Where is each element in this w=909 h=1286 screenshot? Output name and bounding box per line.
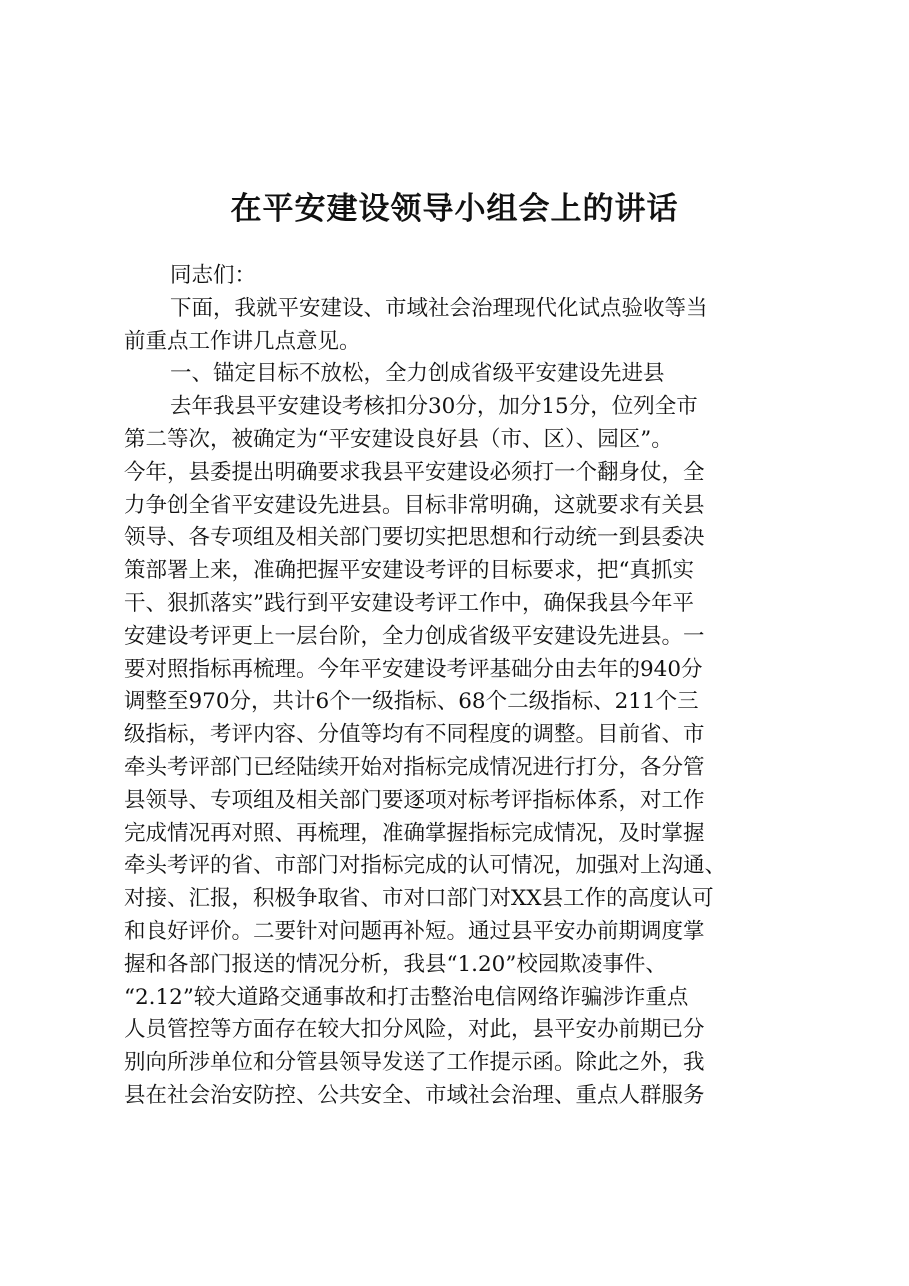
text-line: 县领导、专项组及相关部门要逐项对标考评指标体系，对工作 (124, 787, 705, 813)
text-line: 干、狠抓落实”践行到平安建设考评工作中，确保我县今年平 (124, 590, 694, 616)
text-line: 安建设考评更上一层台阶，全力创成省级平安建设先进县。一 (124, 623, 705, 649)
text-line: 别向所涉单位和分管县领导发送了工作提示函。除此之外，我 (124, 1050, 705, 1076)
text-line: 对接、汇报，积极争取省、市对口部门对XX县工作的高度认可 (124, 886, 714, 912)
text-line: 前重点工作讲几点意见。 (124, 328, 361, 354)
text-line: 级指标，考评内容、分值等均有不同程度的调整。目前省、市 (124, 722, 705, 748)
text-line: 同志们： (170, 263, 257, 288)
text-line: 调整至970分，共计6个一级指标、68个二级指标、211个三 (124, 689, 699, 715)
text-line: 和良好评价。二要针对问题再补短。通过县平安办前期调度掌 (124, 918, 705, 944)
text-line: 要对照指标再梳理。今年平安建设考评基础分由去年的940分 (124, 656, 703, 682)
text-line: 一、锚定目标不放松，全力创成省级平安建设先进县 (170, 361, 665, 387)
text-line: 完成情况再对照、再梳理，准确掌握指标完成情况，及时掌握 (124, 820, 705, 846)
text-line: 牵头考评的省、市部门对指标完成的认可情况，加强对上沟通、 (124, 853, 727, 879)
text-line: 第二等次，被确定为“平安建设良好县（市、区）、园区”。 (124, 426, 673, 452)
page-title: 在平安建设领导小组会上的讲话 (230, 191, 679, 227)
text-line: 领导、各专项组及相关部门要切实把思想和行动统一到县委决 (124, 525, 705, 551)
text-line: 策部署上来，准确把握平安建设考评的目标要求，把“真抓实 (124, 558, 694, 584)
text-line: 去年我县平安建设考核扣分30分，加分15分，位列全市 (170, 394, 698, 420)
text-line: “2.12”较大道路交通事故和打击整治电信网络诈骗涉诈重点 (124, 984, 689, 1010)
text-line: 人员管控等方面存在较大扣分风险，对此，县平安办前期已分 (124, 1017, 705, 1043)
text-line: 握和各部门报送的情况分析，我县“1.20”校园欺凌事件、 (124, 951, 667, 977)
text-line: 牵头考评部门已经陆续开始对指标完成情况进行打分，各分管 (124, 754, 705, 780)
document-body (124, 260, 794, 1113)
text-line: 今年，县委提出明确要求我县平安建设必须打一个翻身仗，全 (124, 459, 705, 485)
text-line: 下面，我就平安建设、市域社会治理现代化试点验收等当 (170, 295, 708, 321)
text-line: 力争创全省平安建设先进县。目标非常明确，这就要求有关县 (124, 492, 705, 518)
text-line: 县在社会治安防控、公共安全、市域社会治理、重点人群服务 (124, 1082, 705, 1108)
